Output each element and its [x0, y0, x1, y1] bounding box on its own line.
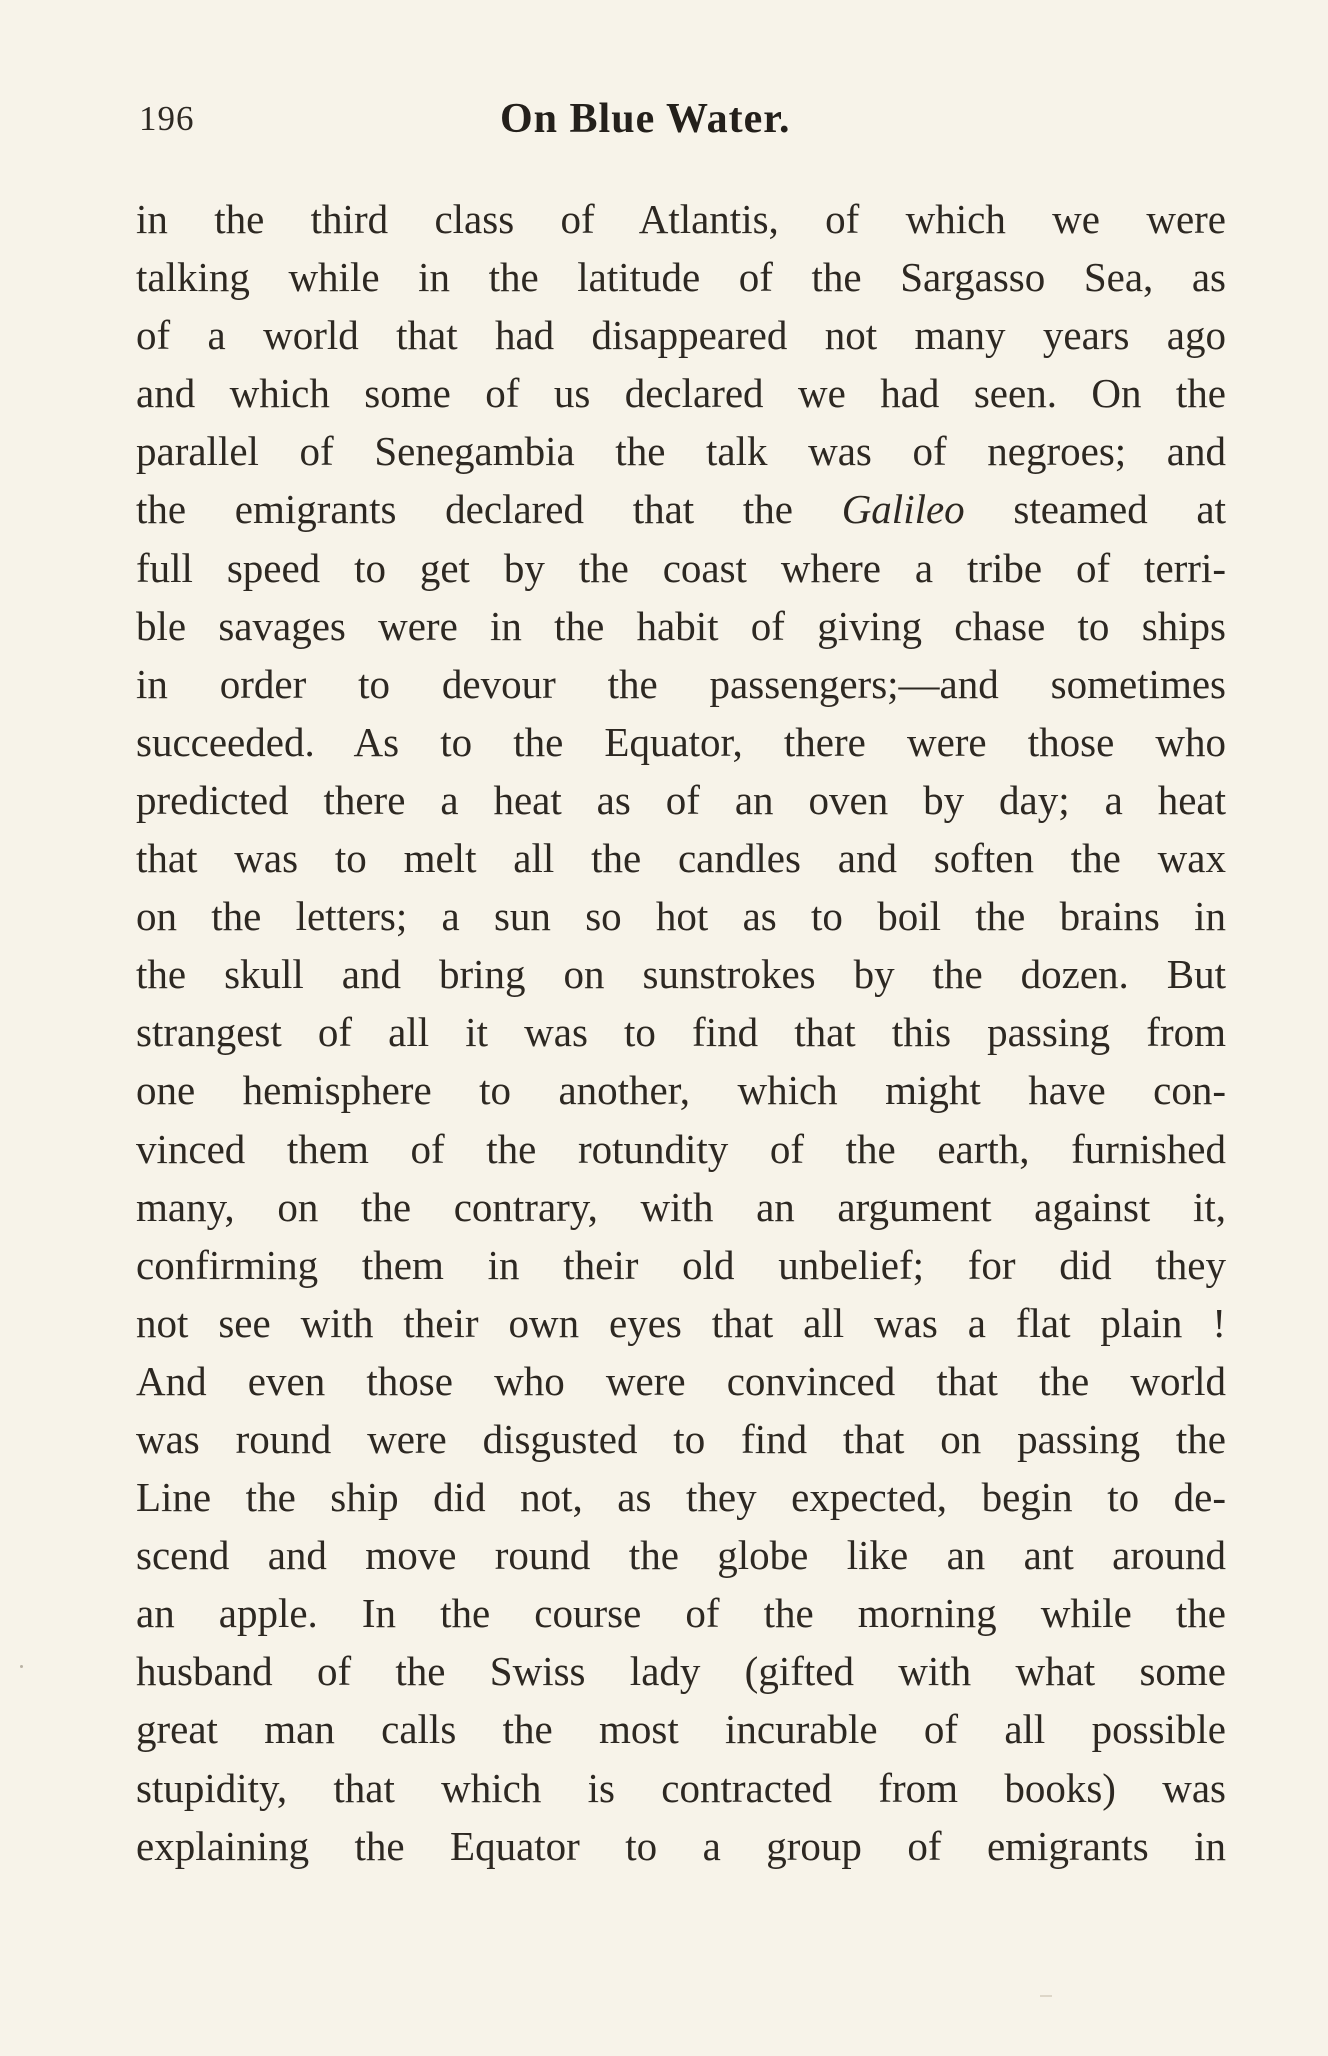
text-line: in the third class of Atlantis, of which we were [136, 196, 1226, 242]
body-text [136, 190, 1226, 1875]
text-line: that was to melt all the candles and soften the wax [136, 835, 1226, 882]
text-line: not see with their own eyes that all was a flat plain ! [136, 1299, 1226, 1346]
text-line: many, on the contrary, with an argument against it, [136, 1183, 1226, 1230]
text-line: strangest of all it was to find that this passing from [136, 1009, 1226, 1056]
text-line [136, 480, 1226, 538]
ship-name-italic: Galileo [841, 486, 965, 533]
running-title: On Blue Water. [500, 96, 791, 142]
text-line: an apple. In the course of the morning while the [136, 1590, 1226, 1637]
paper-speck [20, 1665, 23, 1668]
paper-mark [1040, 1995, 1052, 1997]
text-line: full speed to get by the coast where a tribe of terri- [136, 544, 1226, 591]
text-line: And even those who were convinced that the world [136, 1357, 1226, 1404]
text-line: husband of the Swiss lady (gifted with what some [136, 1648, 1226, 1695]
text-line: was round were disgusted to find that on passing the [136, 1415, 1226, 1462]
text-line: vinced them of the rotundity of the earth, furnished [136, 1125, 1226, 1172]
text-line: great man calls the most incurable of all possible [136, 1706, 1226, 1753]
text-line: parallel of Senegambia the talk was of negroes; and [136, 428, 1226, 475]
page-number: 196 [139, 99, 195, 138]
text-segment: the emigrants declared that the [136, 486, 842, 533]
text-line: the skull and bring on sunstrokes by the dozen. But [136, 951, 1226, 998]
text-line: stupidity, that which is contracted from books) was [136, 1764, 1226, 1811]
text-line: scend and move round the globe like an ant around [136, 1532, 1226, 1579]
text-line: predicted there a heat as of an oven by day; a heat [136, 776, 1226, 823]
running-head [0, 95, 1328, 155]
text-segment: steamed at [964, 486, 1226, 533]
text-line: confirming them in their old unbelief; for did they [136, 1241, 1226, 1288]
text-line: one hemisphere to another, which might have con- [136, 1067, 1226, 1114]
text-line: talking while in the latitude of the Sargasso Sea, as [136, 254, 1226, 301]
text-line: in order to devour the passengers;—and sometimes [136, 660, 1226, 707]
text-line: of a world that had disappeared not many years ago [136, 312, 1226, 359]
text-line: Line the ship did not, as they expected, begin to de- [136, 1474, 1226, 1521]
text-line: explaining the Equator to a group of emigrants in [136, 1822, 1226, 1869]
text-line: on the letters; a sun so hot as to boil the brains in [136, 893, 1226, 940]
text-line: succeeded. As to the Equator, there were those who [136, 718, 1226, 765]
text-line: ble savages were in the habit of giving chase to ships [136, 602, 1226, 649]
text-line: and which some of us declared we had seen. On the [136, 370, 1226, 417]
